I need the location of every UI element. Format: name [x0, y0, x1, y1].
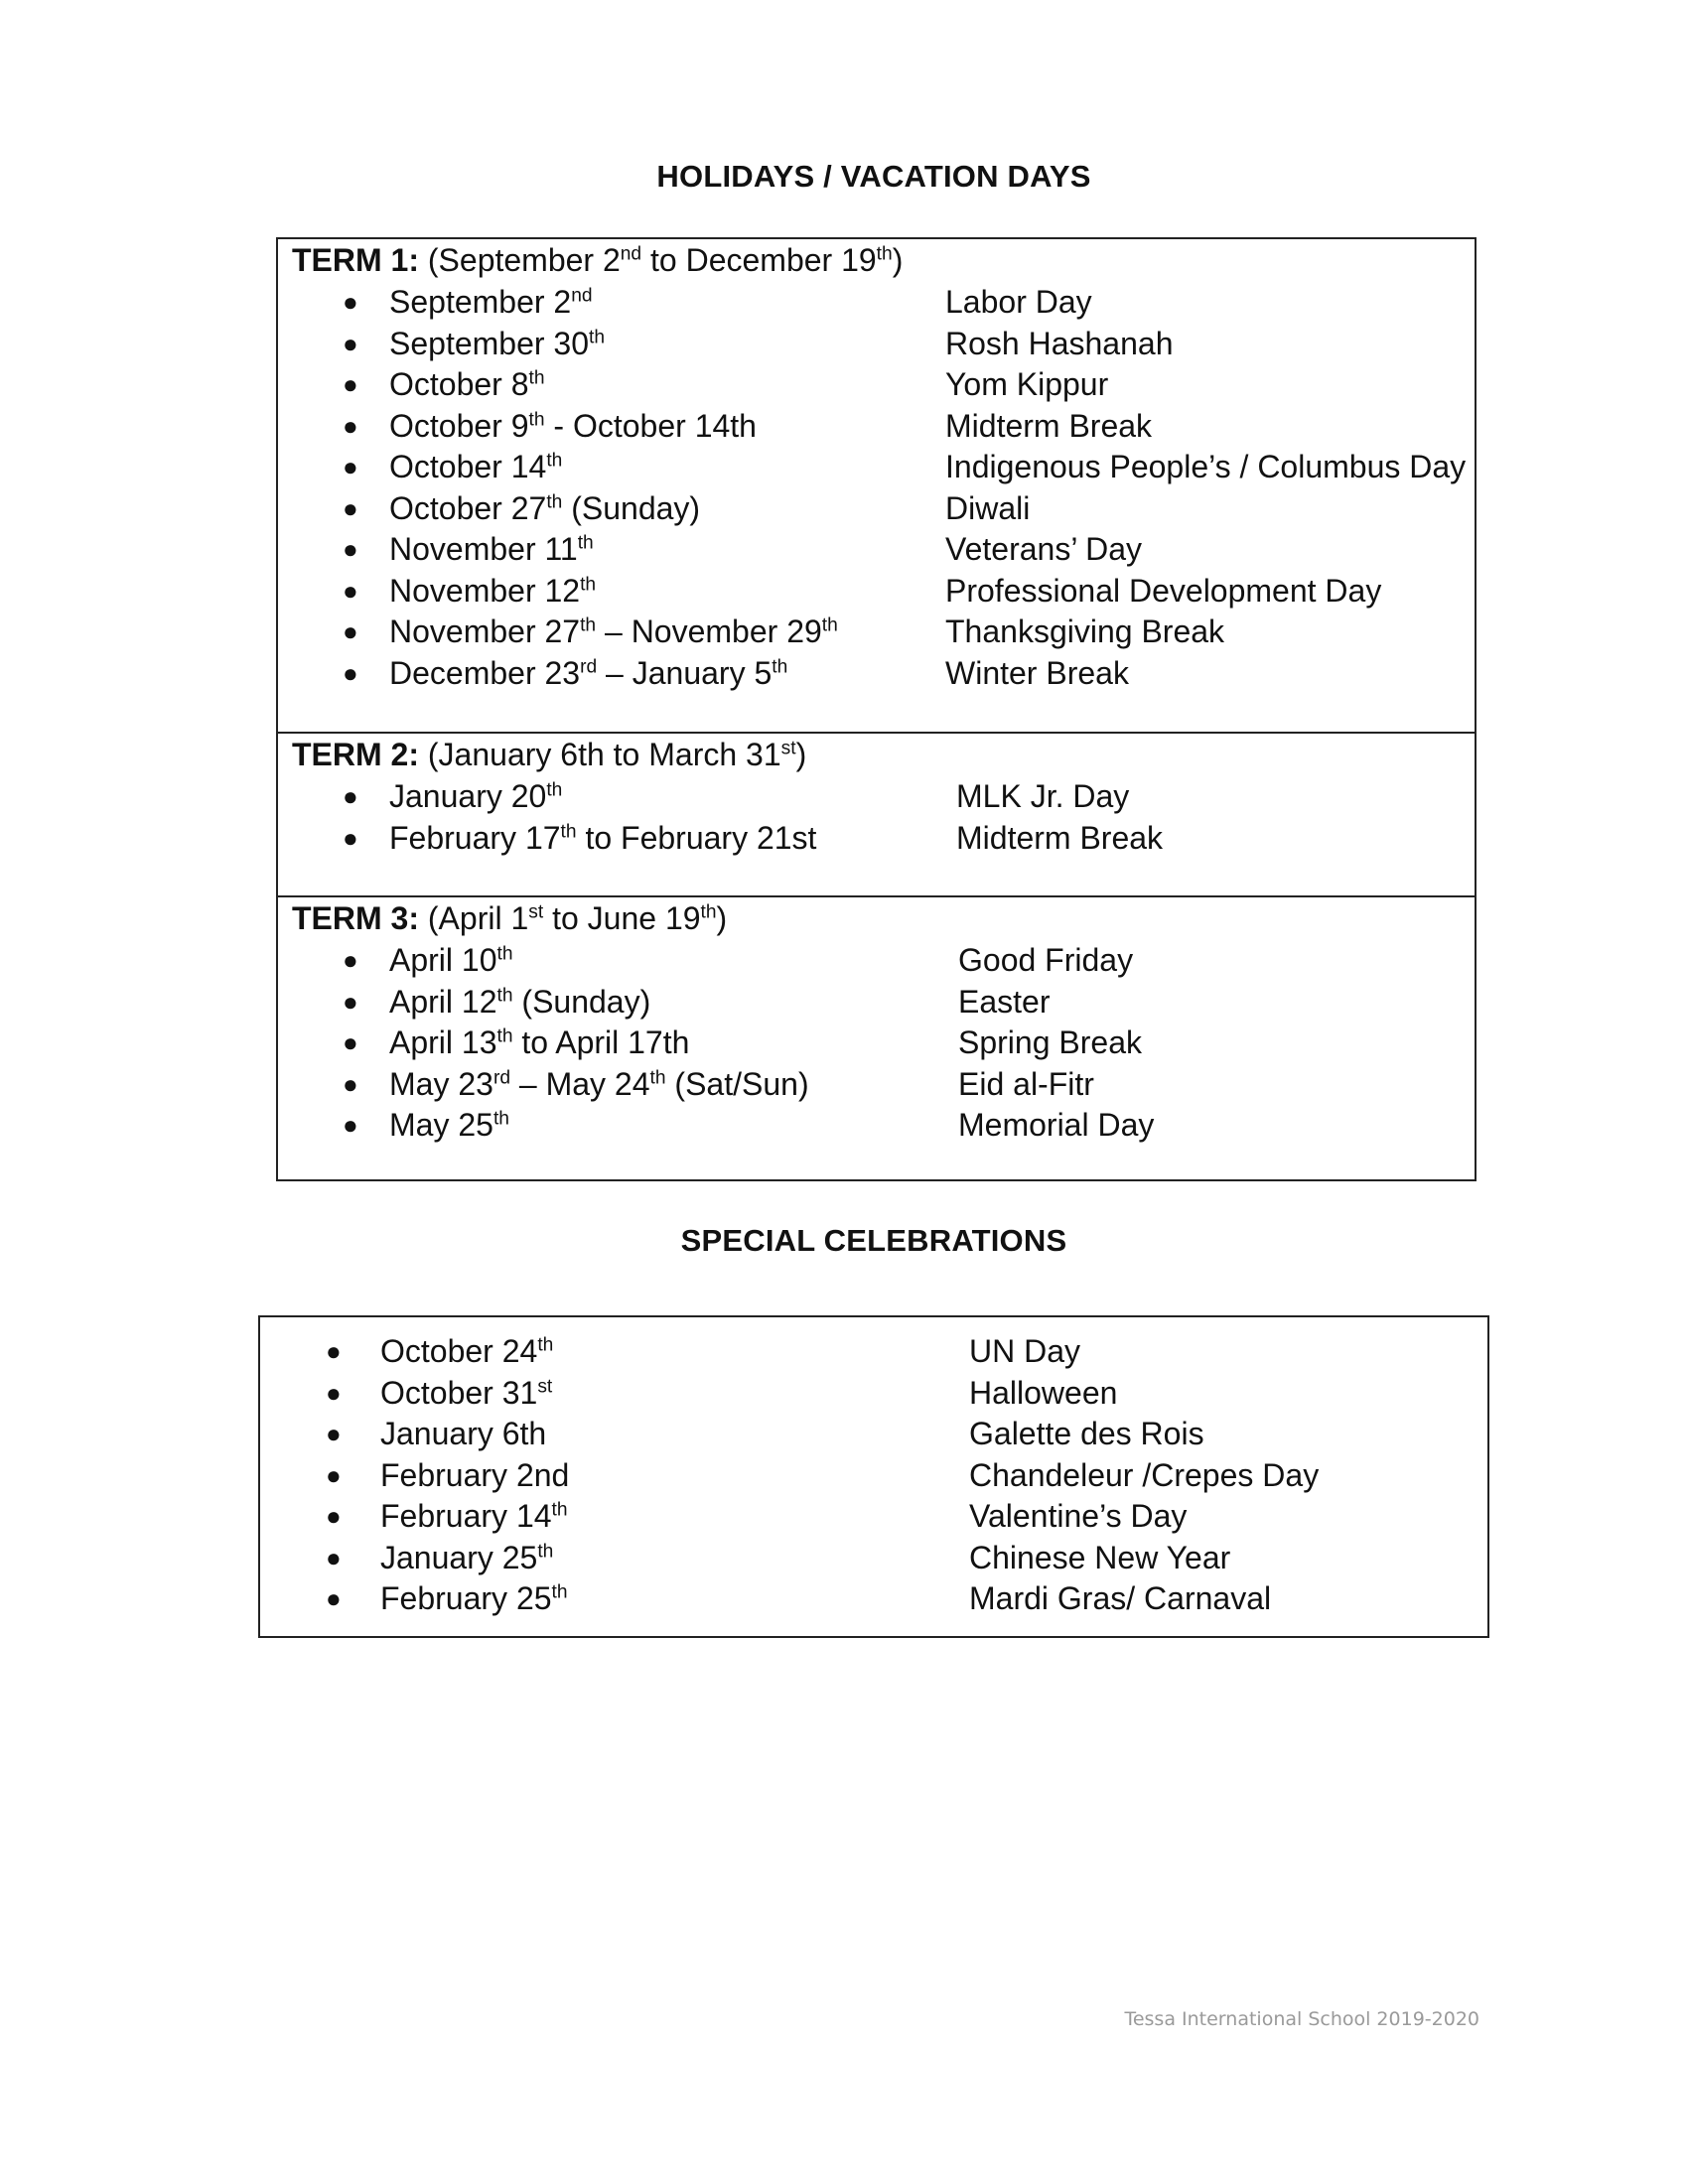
bullet-icon: ●: [343, 657, 358, 688]
item-event: UN Day: [969, 1333, 1081, 1369]
item-date: [389, 1022, 689, 1063]
ordinal-suffix: rd: [580, 655, 598, 677]
list-item: [260, 1454, 1487, 1496]
ordinal-suffix: th: [821, 614, 838, 636]
list-item: [278, 817, 1475, 859]
text-segment: April 12: [389, 983, 497, 1020]
text-segment: to April 17th: [512, 1024, 690, 1060]
celebrations-table: [258, 1315, 1489, 1638]
list-item: [278, 981, 1475, 1023]
ordinal-suffix: nd: [620, 243, 642, 265]
item-event: Midterm Break: [945, 407, 1153, 444]
text-segment: February 25: [380, 1580, 552, 1616]
ordinal-suffix: nd: [571, 285, 593, 307]
item-date: [380, 1577, 568, 1619]
item-event: Chinese New Year: [969, 1539, 1231, 1575]
item-date: [389, 405, 757, 447]
text-segment: - October 14th: [544, 407, 757, 444]
item-date: [389, 570, 596, 612]
ordinal-suffix: th: [551, 1581, 568, 1603]
bullet-icon: ●: [343, 1110, 358, 1140]
item-event: Galette des Rois: [969, 1416, 1204, 1451]
item-event: Thanksgiving Break: [945, 614, 1225, 649]
bullet-icon: ●: [343, 1068, 358, 1099]
item-event: Diwali: [945, 489, 1031, 526]
term-section: [278, 895, 1475, 1179]
text-segment: January 6th: [380, 1416, 547, 1451]
holidays-heading: HOLIDAYS / VACATION DAYS: [656, 159, 1091, 194]
item-event: Mardi Gras/ Carnaval: [969, 1580, 1272, 1616]
item-event: Good Friday: [958, 942, 1134, 978]
item-date: [389, 939, 513, 981]
text-segment: October 9: [389, 407, 529, 444]
item-date: [389, 775, 562, 817]
list-item: [278, 652, 1475, 694]
item-event: Memorial Day: [958, 1107, 1155, 1143]
item-event: Winter Break: [945, 654, 1129, 691]
text-segment: September 2: [389, 284, 572, 320]
list-item: [278, 939, 1475, 981]
bullet-icon: ●: [326, 1336, 342, 1366]
list-item: [278, 281, 1475, 323]
item-date: [389, 652, 787, 694]
ordinal-suffix: th: [528, 408, 545, 430]
item-date: [389, 611, 838, 652]
term-title: [292, 897, 727, 939]
text-segment: February 17: [389, 819, 561, 856]
text-segment: February 14: [380, 1498, 552, 1534]
footer-text: Tessa International School 2019-2020: [1124, 2008, 1479, 2030]
item-event: Rosh Hashanah: [945, 325, 1174, 361]
bullet-icon: ●: [343, 1027, 358, 1057]
text-segment: April 13: [389, 1024, 497, 1060]
text-segment: – November 29: [596, 614, 822, 649]
bullet-icon: ●: [343, 287, 358, 317]
ordinal-suffix: st: [537, 1375, 553, 1397]
list-item: [278, 570, 1475, 612]
list-item: [278, 1063, 1475, 1105]
item-date: [389, 323, 605, 364]
bullet-icon: ●: [343, 986, 358, 1017]
bullet-icon: ●: [343, 410, 358, 441]
ordinal-suffix: th: [528, 367, 545, 389]
item-event: MLK Jr. Day: [956, 778, 1130, 814]
ordinal-suffix: th: [772, 655, 788, 677]
ordinal-suffix: th: [496, 984, 513, 1006]
ordinal-suffix: st: [528, 901, 544, 923]
item-date: [389, 817, 816, 859]
term-title: [292, 239, 903, 281]
ordinal-suffix: th: [649, 1066, 666, 1088]
term-section: [278, 732, 1475, 895]
item-date: [389, 1063, 809, 1105]
item-date: [380, 1330, 553, 1372]
celebrations-heading: SPECIAL CELEBRATIONS: [680, 1223, 1067, 1258]
term-label: TERM 2:: [292, 737, 419, 772]
ordinal-suffix: st: [780, 738, 796, 759]
list-item: [278, 363, 1475, 405]
text-segment: ): [795, 737, 807, 772]
holidays-table: [276, 237, 1477, 1181]
text-segment: November 11: [389, 531, 578, 567]
text-segment: (Sunday): [562, 489, 701, 526]
item-date: [380, 1372, 552, 1414]
bullet-icon: ●: [343, 945, 358, 975]
ordinal-suffix: th: [700, 901, 717, 923]
ordinal-suffix: th: [537, 1334, 554, 1356]
text-segment: to June 19: [543, 900, 701, 936]
ordinal-suffix: th: [546, 779, 563, 801]
celebrations-section: [260, 1317, 1487, 1636]
bullet-icon: ●: [343, 616, 358, 646]
text-segment: November 27: [389, 614, 581, 649]
text-segment: February 2nd: [380, 1456, 570, 1493]
item-date: [380, 1413, 546, 1454]
list-item: [278, 487, 1475, 529]
text-segment: January 20: [389, 778, 547, 814]
list-item: [260, 1537, 1487, 1578]
ordinal-suffix: th: [492, 1108, 509, 1130]
text-segment: October 27: [389, 489, 547, 526]
term-title: [292, 734, 806, 775]
text-segment: October 24: [380, 1333, 538, 1369]
bullet-icon: ●: [326, 1419, 342, 1448]
item-event: Halloween: [969, 1374, 1118, 1411]
bullet-icon: ●: [343, 492, 358, 523]
text-segment: – January 5: [597, 654, 773, 691]
list-item: [278, 528, 1475, 570]
ordinal-suffix: th: [496, 1025, 513, 1047]
list-item: [260, 1413, 1487, 1454]
bullet-icon: ●: [343, 328, 358, 358]
item-date: [389, 1104, 509, 1146]
text-segment: – May 24: [510, 1065, 650, 1102]
list-item: [278, 775, 1475, 817]
item-event: Easter: [958, 983, 1051, 1020]
text-segment: (Sat/Sun): [665, 1065, 809, 1102]
ordinal-suffix: rd: [492, 1066, 510, 1088]
bullet-icon: ●: [343, 452, 358, 481]
text-segment: to February 21st: [576, 819, 817, 856]
item-event: Labor Day: [945, 284, 1092, 320]
ordinal-suffix: th: [580, 614, 597, 636]
item-date: [389, 528, 594, 570]
item-event: Yom Kippur: [945, 366, 1109, 402]
bullet-icon: ●: [343, 781, 358, 811]
ordinal-suffix: th: [551, 1499, 568, 1521]
ordinal-suffix: th: [876, 243, 893, 265]
ordinal-suffix: th: [496, 943, 513, 965]
item-event: Eid al-Fitr: [958, 1065, 1094, 1102]
item-date: [389, 487, 700, 529]
ordinal-suffix: th: [537, 1540, 554, 1562]
text-segment: ): [892, 242, 904, 278]
list-item: [260, 1372, 1487, 1414]
list-item: [278, 405, 1475, 447]
item-event: Valentine’s Day: [969, 1498, 1188, 1534]
text-segment: December 23: [389, 654, 581, 691]
term-label: TERM 3:: [292, 900, 419, 936]
bullet-icon: ●: [343, 822, 358, 853]
item-event: Midterm Break: [956, 819, 1164, 856]
item-event: Spring Break: [958, 1024, 1142, 1060]
term-label: TERM 1:: [292, 242, 419, 278]
text-segment: May 23: [389, 1065, 493, 1102]
text-segment: September 30: [389, 325, 590, 361]
text-segment: ): [716, 900, 728, 936]
bullet-icon: ●: [326, 1542, 342, 1572]
ordinal-suffix: th: [580, 573, 597, 595]
list-item: [260, 1330, 1487, 1372]
item-date: [389, 446, 562, 487]
bullet-icon: ●: [343, 369, 358, 399]
text-segment: October 14: [389, 449, 547, 484]
ordinal-suffix: th: [560, 820, 577, 842]
bullet-icon: ●: [343, 575, 358, 606]
bullet-icon: ●: [326, 1583, 342, 1613]
ordinal-suffix: th: [577, 532, 594, 554]
item-event: Professional Development Day: [945, 572, 1382, 609]
text-segment: January 25: [380, 1539, 538, 1575]
text-segment: (September 2: [419, 242, 621, 278]
list-item: [278, 1104, 1475, 1146]
item-date: [380, 1495, 568, 1537]
text-segment: October 31: [380, 1374, 538, 1411]
bullet-icon: ●: [326, 1459, 342, 1490]
list-item: [278, 446, 1475, 487]
list-item: [278, 1022, 1475, 1063]
text-segment: May 25: [389, 1107, 493, 1143]
text-segment: April 10: [389, 942, 497, 978]
list-item: [278, 611, 1475, 652]
text-segment: October 8: [389, 366, 529, 402]
item-date: [389, 981, 650, 1023]
text-segment: (April 1: [419, 900, 529, 936]
bullet-icon: ●: [326, 1377, 342, 1408]
item-date: [380, 1537, 553, 1578]
text-segment: November 12: [389, 572, 581, 609]
item-date: [389, 281, 593, 323]
item-event: Chandeleur /Crepes Day: [969, 1456, 1320, 1493]
ordinal-suffix: th: [589, 326, 606, 347]
text-segment: (Sunday): [512, 983, 651, 1020]
text-segment: (January 6th to March 31: [419, 737, 781, 772]
list-item: [278, 323, 1475, 364]
item-event: Veterans’ Day: [945, 531, 1143, 567]
term-section: [278, 239, 1475, 732]
ordinal-suffix: th: [546, 450, 563, 472]
bullet-icon: ●: [343, 534, 358, 564]
bullet-icon: ●: [326, 1501, 342, 1531]
list-item: [260, 1495, 1487, 1537]
item-event: Indigenous People’s / Columbus Day: [945, 449, 1467, 484]
list-item: [260, 1577, 1487, 1619]
item-date: [380, 1454, 569, 1496]
item-date: [389, 363, 545, 405]
text-segment: to December 19: [641, 242, 877, 278]
ordinal-suffix: th: [546, 490, 563, 512]
